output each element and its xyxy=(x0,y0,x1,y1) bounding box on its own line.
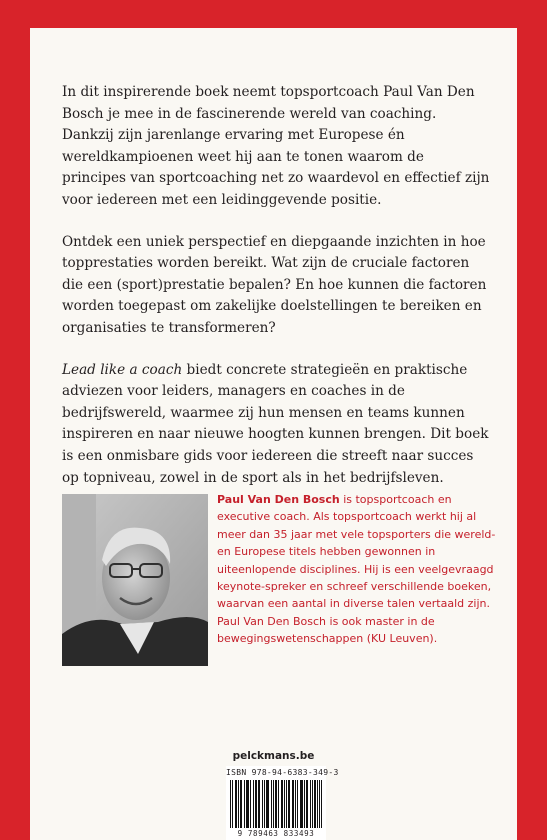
author-bio-text: is topsportcoach en executive coach. Als topsportcoach werkt hij al meer dan 35 jaar met vele topsporters die wereld- en Europese titels hebben gewonnen in uiteenlopende disciplines. Hij is een veelgevraagd keynote-spreker en schreef verschillende boeken, waarvan een aantal in diverse talen vertaald zijn. Paul Van Den Bosch is ook master in de bewegingswetenschappen (KU Leuven). xyxy=(217,493,496,646)
barcode-bar xyxy=(278,780,279,828)
barcode-bar xyxy=(317,780,318,828)
blurb-paragraph-3 xyxy=(62,360,492,490)
barcode-bar xyxy=(255,780,256,828)
blurb-paragraph-1: In dit inspirerende boek neemt topsportcoach Paul Van Den Bosch je mee in de fascinerende wereld van coaching. Dankzij zijn jarenlange ervaring met Europese én wereldkampioenen weet hij aan te tonen waarom de principes van sportcoaching net zo waardevol en effectief zijn voor iedereen met een leidinggevende positie. xyxy=(62,84,490,208)
barcode-bar xyxy=(230,780,231,828)
barcode-bar xyxy=(258,780,259,828)
blurb-paragraph-3-text: biedt concrete strategieën en praktische adviezen voor leiders, managers en coaches in de bedrijfswereld, waarmee zij hun mensen en teams kunnen inspireren en naar nieuwe hoogten kunnen brengen. Dit boek is een onmisbare gids voor iedereen die streeft naar succes op topniveau, zowel in de sport als in het bedrijfsleven. xyxy=(62,361,489,486)
barcode-bar xyxy=(246,780,247,828)
barcode-bar xyxy=(312,780,313,828)
barcode-bar xyxy=(288,780,289,828)
barcode-bar xyxy=(266,780,267,828)
barcode-bar xyxy=(259,780,260,828)
author-name: Paul Van Den Bosch xyxy=(217,493,340,506)
author-bio xyxy=(217,491,502,648)
barcode-bar xyxy=(282,780,283,828)
barcode-bar xyxy=(247,780,248,828)
barcode-bar xyxy=(293,780,294,828)
barcode xyxy=(226,766,339,840)
barcode-bar xyxy=(240,780,241,828)
barcode-bar xyxy=(264,780,265,828)
barcode-bar xyxy=(253,780,254,828)
barcode-bar xyxy=(250,780,251,828)
barcode-bar xyxy=(295,780,296,828)
barcode-bar xyxy=(289,780,290,828)
barcode-bar xyxy=(314,780,315,828)
barcode-bar xyxy=(292,780,293,828)
author-photo xyxy=(62,494,208,666)
barcode-bar xyxy=(241,780,242,828)
barcode-bar xyxy=(256,780,257,828)
blurb-text xyxy=(62,82,492,509)
barcode-bar xyxy=(310,780,311,828)
blurb-paragraph-2: Ontdek een uniek perspectief en diepgaande inzichten in hoe topprestaties worden bereikt. Wat zijn de cruciale factoren die een (sport)prestatie bepalen? En hoe kunnen die factoren worden toegepast om zakelijke doelstellingen te bereiken en organisaties te transformeren? xyxy=(62,233,487,336)
barcode-bar xyxy=(276,780,277,828)
barcode-bar xyxy=(268,780,269,828)
barcode-bar xyxy=(297,780,298,828)
barcode-bar xyxy=(315,780,316,828)
barcode-digits: 9 789463 833493 xyxy=(237,829,315,838)
barcode-bar xyxy=(275,780,276,828)
barcode-bar xyxy=(321,780,322,828)
barcode-bar xyxy=(304,780,305,828)
publisher-url[interactable]: pelckmans.be xyxy=(232,750,315,762)
barcode-bar xyxy=(306,780,307,828)
barcode-bars xyxy=(230,780,322,828)
barcode-bar xyxy=(232,780,233,828)
barcode-bar xyxy=(319,780,320,828)
barcode-bar xyxy=(235,780,236,828)
barcode-bar xyxy=(248,780,249,828)
barcode-bar xyxy=(284,780,285,828)
barcode-bar xyxy=(238,780,239,828)
barcode-bar xyxy=(286,780,287,828)
back-cover xyxy=(30,28,517,840)
barcode-bar xyxy=(307,780,308,828)
book-title: Lead like a coach xyxy=(62,361,183,378)
barcode-bar xyxy=(244,780,245,828)
barcode-bar xyxy=(302,780,303,828)
barcode-bar xyxy=(300,780,301,828)
barcode-bar xyxy=(273,780,274,828)
isbn-number: ISBN 978-94-6383-349-3 xyxy=(226,768,339,777)
barcode-bar xyxy=(236,780,237,828)
barcode-bar xyxy=(262,780,263,828)
barcode-bar xyxy=(281,780,282,828)
barcode-bar xyxy=(271,780,272,828)
barcode-bar xyxy=(301,780,302,828)
barcode-bar xyxy=(267,780,268,828)
